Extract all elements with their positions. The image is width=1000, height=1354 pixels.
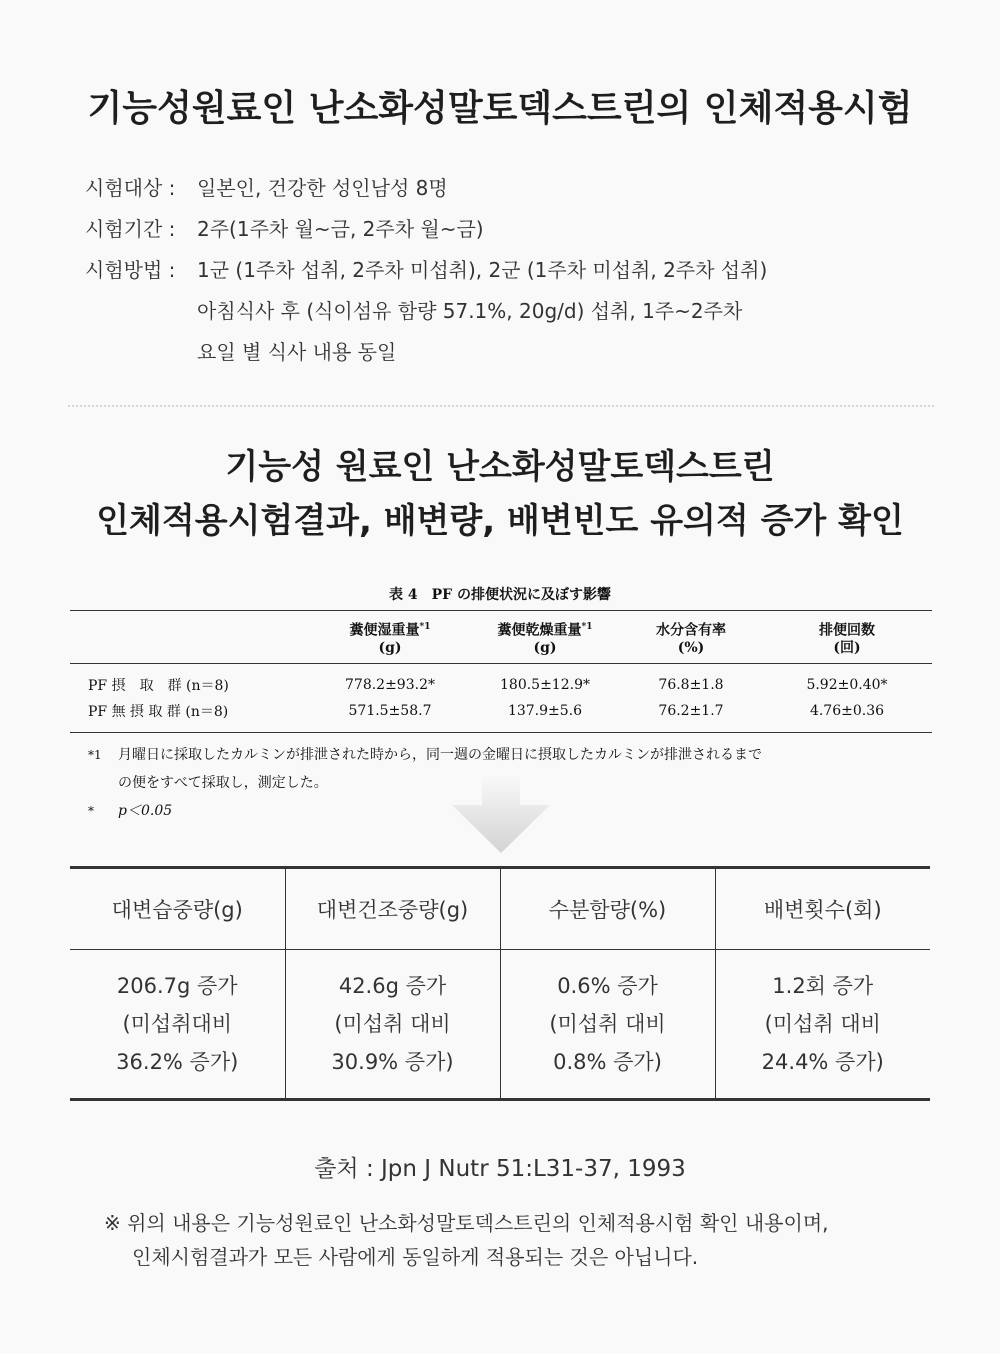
summary-cell-wet-weight: 206.7g 증가 (미섭취대비 36.2% 증가) <box>116 974 239 1074</box>
jp-header-empty <box>70 619 310 663</box>
jp-note-1: *1 月曜日に採取したカルミンが排泄された時から，同一週の金曜日に摂取したカルミンが排泄されるまで <box>88 747 762 763</box>
page-title: 기능성원료인 난소화성말토덱스트린의 인체적용시험 <box>87 88 913 129</box>
info-period-row <box>85 207 767 248</box>
info-method-line1: 1군 (1주차 섭취, 2주차 미섭취), 2군 (1주차 미섭취, 2주차 섭취) <box>197 258 768 282</box>
info-method-row <box>85 248 767 289</box>
arrow-down-icon <box>452 775 550 853</box>
info-method-line3: 요일 별 식사 내용 동일 <box>197 340 397 364</box>
summary-header-water-content: 수분함량(%) <box>500 868 715 950</box>
summary-cell-bowel-count: 1.2회 증가 (미섭취 대비 24.4% 증가) <box>715 950 930 1100</box>
jp-table-header <box>70 611 932 663</box>
info-period-label: 시험기간 : <box>85 217 176 241</box>
result-title-line1: 기능성 원료인 난소화성말토덱스트린 <box>225 447 775 487</box>
disclaimer-line1: ※ 위의 내용은 기능성원료인 난소화성말토덱스트린의 인체적용시험 확인 내용이며, <box>104 1211 829 1235</box>
table-row: PF 無 摂 取 群 (n＝8) 571.5±58.7 137.9±5.6 76.2±1.7 4.76±0.36 <box>88 703 885 720</box>
summary-cell-water-content: 0.6% 증가 (미섭취 대비 0.8% 증가) <box>500 950 715 1100</box>
summary-table <box>70 866 930 1101</box>
result-title-line2: 인체적용시험결과, 배변량, 배변빈도 유의적 증가 확인 <box>96 501 904 541</box>
jp-note-2: * p＜0.05 <box>88 803 173 819</box>
info-subject-label: 시험대상 : <box>85 176 176 200</box>
summary-header-wet-weight: 대변습중량(g) <box>111 898 243 922</box>
jp-table-caption: 表 4 PF の排便状況に及ぼす影響 <box>389 587 611 603</box>
summary-cell-dry-weight: 42.6g 증가 (미섭취 대비 30.9% 증가) <box>285 950 500 1100</box>
result-title <box>0 440 1000 548</box>
info-subject-value: 일본인, 건강한 성인남성 8명 <box>197 176 448 200</box>
info-period-value: 2주(1주차 월~금, 2주차 월~금) <box>197 217 484 241</box>
trial-info <box>85 166 767 371</box>
jp-header-dry-weight: 糞便乾燥重量$^{*1}$ (g) <box>497 622 593 656</box>
jp-header-bowel-count: 排便回数 (回) <box>819 622 875 656</box>
info-method-label: 시험방법 : <box>85 258 176 282</box>
jp-header-wet-weight: 糞便湿重量$^{*1}$ (g) <box>349 622 431 656</box>
jp-note-1-cont: の便をすべて採取し，測定した。 <box>118 775 328 791</box>
table-row <box>70 950 930 1100</box>
table-row: PF 摂 取 群 (n＝8) 778.2±93.2* 180.5±12.9* 76.8±1.8 5.92±0.40* <box>88 677 888 694</box>
jp-table-body <box>70 664 932 732</box>
source-citation: 출처 : Jpn J Nutr 51:L31-37, 1993 <box>314 1156 686 1182</box>
disclaimer-line2: 인체시험결과가 모든 사람에게 동일하게 적용되는 것은 아닙니다. <box>132 1245 699 1269</box>
summary-header-bowel-count: 배변횟수(회) <box>715 868 930 950</box>
disclaimer <box>104 1206 829 1274</box>
dotted-divider <box>68 405 934 407</box>
jp-header-water-content: 水分含有率 (%) <box>656 622 726 656</box>
info-subject-row <box>85 166 767 207</box>
summary-header-row <box>70 868 930 950</box>
info-method-line2: 아침식사 후 (식이섬유 함량 57.1%, 20g/d) 섭취, 1주~2주차 <box>197 299 743 323</box>
summary-header-dry-weight: 대변건조중량(g) <box>285 868 500 950</box>
